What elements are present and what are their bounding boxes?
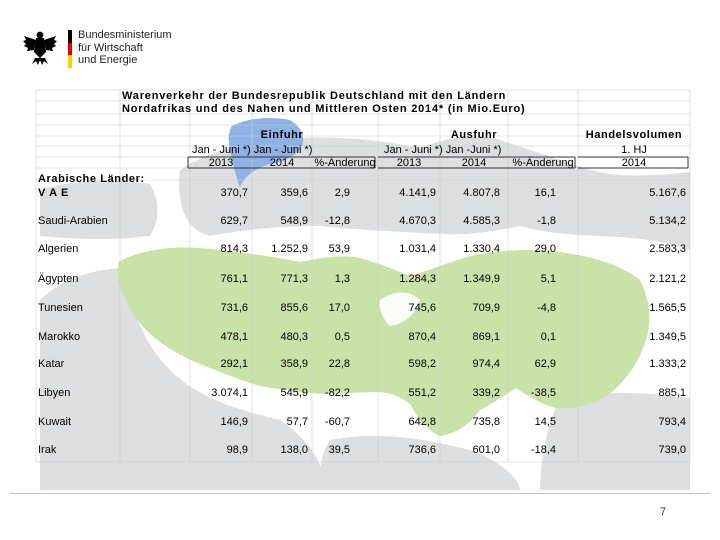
country-name: Irak xyxy=(38,444,57,456)
einfuhr-change: 0,5 xyxy=(334,331,350,343)
einfuhr-2014: 855,6 xyxy=(280,302,308,314)
einfuhr-change: 17,0 xyxy=(328,302,350,314)
ausfuhr-2014: 1.330,4 xyxy=(463,243,500,255)
handelsvolumen-2014: 739,0 xyxy=(658,444,686,456)
einfuhr-2013: 292,1 xyxy=(220,358,248,370)
year-ausfuhr-2013: 2013 xyxy=(396,157,422,169)
year-hv-2014: 2014 xyxy=(621,157,647,169)
einfuhr-2013: 731,6 xyxy=(220,302,248,314)
ausfuhr-change: 29,0 xyxy=(534,243,556,255)
ausfuhr-2013: 642,8 xyxy=(408,416,436,428)
ausfuhr-2013: 1.284,3 xyxy=(399,273,436,285)
einfuhr-2013: 98,9 xyxy=(226,444,248,456)
table-row xyxy=(0,187,720,201)
header-einfuhr: Einfuhr xyxy=(260,129,304,141)
subheader-einfuhr-period: Jan - Juni *) Jan - Juni *) xyxy=(192,144,313,156)
country-name: Kuwait xyxy=(38,416,72,428)
einfuhr-2014: 359,6 xyxy=(280,187,308,199)
table-row xyxy=(0,302,720,316)
handelsvolumen-2014: 5.167,6 xyxy=(649,187,686,199)
ausfuhr-change: -38,5 xyxy=(530,387,556,399)
ministry-line-1: Bundesministerium xyxy=(78,29,172,41)
ausfuhr-2013: 4.141,9 xyxy=(399,187,436,199)
ausfuhr-2014: 735,8 xyxy=(472,416,500,428)
ausfuhr-2014: 974,4 xyxy=(472,358,500,370)
ausfuhr-2014: 4.585,3 xyxy=(463,215,500,227)
handelsvolumen-2014: 2.583,3 xyxy=(649,243,686,255)
einfuhr-2014: 1.252,9 xyxy=(271,243,308,255)
country-name: Saudi-Arabien xyxy=(38,215,108,227)
einfuhr-2014: 138,0 xyxy=(280,444,308,456)
year-ausfuhr-2014: 2014 xyxy=(461,157,487,169)
table-row xyxy=(0,273,720,287)
year-ausfuhr-change: %-Änderung xyxy=(512,157,574,169)
ausfuhr-2013: 598,2 xyxy=(408,358,436,370)
table-row xyxy=(0,243,720,257)
einfuhr-change: -82,2 xyxy=(324,387,350,399)
einfuhr-change: 39,5 xyxy=(328,444,350,456)
section-label-arab-countries: Arabische Länder: xyxy=(38,173,145,185)
footer-divider xyxy=(10,493,710,494)
page-number: 7 xyxy=(660,506,667,518)
table-row xyxy=(0,416,720,430)
country-name: Ägypten xyxy=(38,273,79,285)
einfuhr-change: 53,9 xyxy=(328,243,350,255)
einfuhr-2014: 358,9 xyxy=(280,358,308,370)
table-row xyxy=(0,444,720,458)
einfuhr-2014: 57,7 xyxy=(286,416,308,428)
subheader-hj: 1. HJ xyxy=(621,144,647,156)
einfuhr-2013: 629,7 xyxy=(220,215,248,227)
einfuhr-2013: 814,3 xyxy=(220,243,248,255)
table-row xyxy=(0,331,720,345)
country-name: Algerien xyxy=(38,243,79,255)
table-row xyxy=(0,387,720,401)
einfuhr-2013: 478,1 xyxy=(220,331,248,343)
ausfuhr-2013: 1.031,4 xyxy=(399,243,436,255)
einfuhr-2014: 480,3 xyxy=(280,331,308,343)
table-title-line-2: Nordafrikas und des Nahen und Mittleren Osten 2014* (in Mio.Euro) xyxy=(122,103,526,115)
einfuhr-2013: 761,1 xyxy=(220,273,248,285)
header-ausfuhr: Ausfuhr xyxy=(450,129,498,141)
ausfuhr-change: -4,8 xyxy=(537,302,556,314)
country-name: Tunesien xyxy=(38,302,83,314)
einfuhr-change: -12,8 xyxy=(324,215,350,227)
ausfuhr-2014: 339,2 xyxy=(472,387,500,399)
ausfuhr-2013: 551,2 xyxy=(408,387,436,399)
ausfuhr-2013: 4.670,3 xyxy=(399,215,436,227)
ausfuhr-change: 16,1 xyxy=(534,187,556,199)
handelsvolumen-2014: 2.121,2 xyxy=(649,273,686,285)
ausfuhr-2014: 709,9 xyxy=(472,302,500,314)
ausfuhr-2014: 1.349,9 xyxy=(463,273,500,285)
einfuhr-2014: 548,9 xyxy=(280,215,308,227)
table-row xyxy=(0,358,720,372)
header-handelsvolumen: Handelsvolumen xyxy=(585,129,683,141)
ausfuhr-change: 5,1 xyxy=(540,273,556,285)
year-einfuhr-2013: 2013 xyxy=(208,157,234,169)
ausfuhr-change: -18,4 xyxy=(530,444,556,456)
ausfuhr-2013: 870,4 xyxy=(408,331,436,343)
handelsvolumen-2014: 885,1 xyxy=(658,387,686,399)
ausfuhr-2014: 601,0 xyxy=(472,444,500,456)
einfuhr-2013: 3.074,1 xyxy=(211,387,248,399)
ausfuhr-2013: 745,6 xyxy=(408,302,436,314)
ausfuhr-change: 0,1 xyxy=(540,331,556,343)
ausfuhr-2014: 4.807,8 xyxy=(463,187,500,199)
einfuhr-change: 2,9 xyxy=(334,187,350,199)
year-einfuhr-change: %-Änderung xyxy=(314,157,376,169)
ministry-line-3: und Energie xyxy=(78,54,138,66)
ausfuhr-change: -1,8 xyxy=(537,215,556,227)
handelsvolumen-2014: 1.333,2 xyxy=(649,358,686,370)
subheader-ausfuhr-period: Jan - Juni *) Jan -Juni *) xyxy=(384,144,502,156)
einfuhr-change: 22,8 xyxy=(328,358,350,370)
ausfuhr-change: 14,5 xyxy=(534,416,556,428)
einfuhr-2014: 545,9 xyxy=(280,387,308,399)
einfuhr-2013: 146,9 xyxy=(220,416,248,428)
einfuhr-2014: 771,3 xyxy=(280,273,308,285)
einfuhr-change: 1,3 xyxy=(334,273,350,285)
handelsvolumen-2014: 1.349,5 xyxy=(649,331,686,343)
ausfuhr-2013: 736,6 xyxy=(408,444,436,456)
einfuhr-2013: 370,7 xyxy=(220,187,248,199)
handelsvolumen-2014: 5.134,2 xyxy=(649,215,686,227)
handelsvolumen-2014: 1.565,5 xyxy=(649,302,686,314)
country-name: V A E xyxy=(38,187,69,199)
ministry-line-2: für Wirtschaft xyxy=(78,41,143,54)
country-name: Libyen xyxy=(38,387,71,399)
ausfuhr-change: 62,9 xyxy=(534,358,556,370)
year-einfuhr-2014: 2014 xyxy=(269,157,295,169)
einfuhr-change: -60,7 xyxy=(324,416,350,428)
handelsvolumen-2014: 793,4 xyxy=(658,416,686,428)
table-title-line-1: Warenverkehr der Bundesrepublik Deutschland mit den Ländern xyxy=(122,90,507,102)
ausfuhr-2014: 869,1 xyxy=(472,331,500,343)
country-name: Marokko xyxy=(38,331,81,343)
table-row xyxy=(0,215,720,229)
country-name: Katar xyxy=(38,358,65,370)
